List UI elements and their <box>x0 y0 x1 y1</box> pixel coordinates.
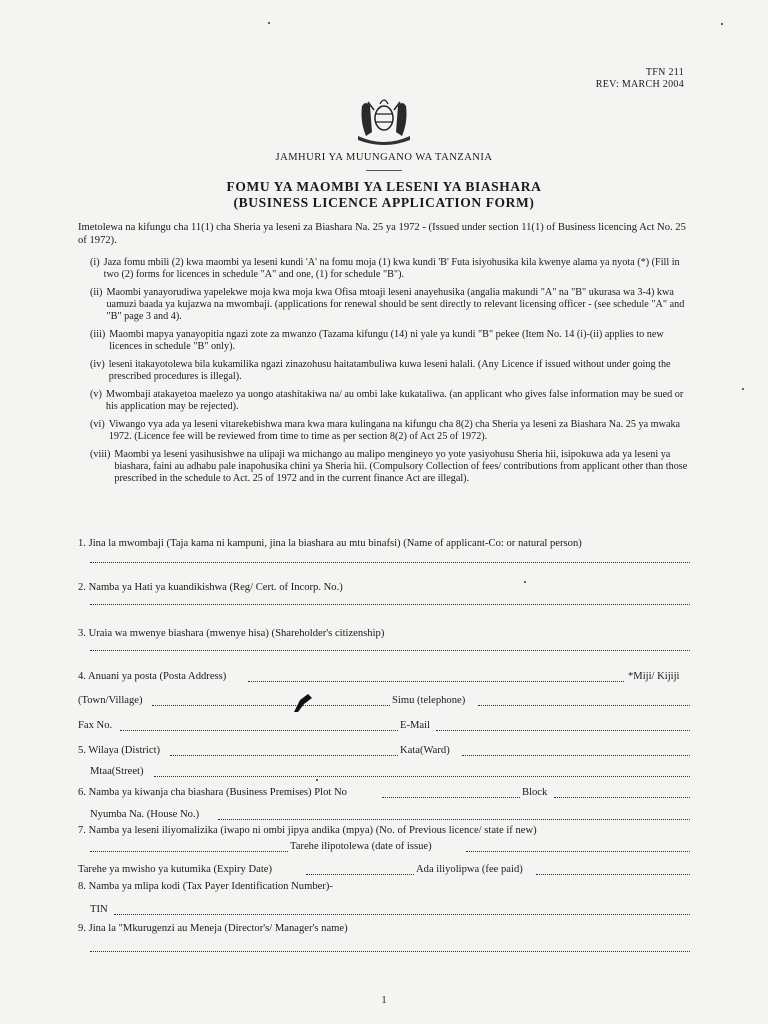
block-field[interactable] <box>554 797 690 798</box>
applicant-name-label: 1. Jina la mwombaji (Taja kama ni kampuni, jina la biashara au mtu binafsi) (Name of applicant-Co: or natural person) <box>78 538 582 549</box>
scan-speck <box>721 23 723 25</box>
plot-number-field[interactable] <box>382 797 520 798</box>
email-label: E-Mail <box>400 720 431 731</box>
phone-label: Simu (telephone) <box>392 695 466 706</box>
page-number: 1 <box>381 995 387 1006</box>
ward-label: Kata(Ward) <box>400 745 450 756</box>
fax-label: Fax No. <box>78 720 113 731</box>
instruction-text: Mwombaji atakayetoa maelezo ya uongo atashitakiwa na/ au ombi lake kukataliwa. (an applicant who gives false information may be sued or his application may be rejected). <box>105 389 684 412</box>
date-of-issue-field[interactable] <box>466 851 690 852</box>
expiry-date-field[interactable] <box>306 874 414 875</box>
previous-licence-field[interactable] <box>90 851 288 852</box>
instruction-item <box>90 389 690 413</box>
instruction-number: (v) <box>90 389 102 400</box>
instruction-number: (viii) <box>90 449 111 460</box>
house-number-field[interactable] <box>218 819 690 820</box>
republic-name: JAMHURI YA MUUNGANO WA TANZANIA <box>275 152 493 163</box>
postal-address-field[interactable] <box>248 681 624 682</box>
registration-number-field[interactable] <box>90 604 690 605</box>
postal-address-label: 4. Anuani ya posta (Posta Address) <box>78 671 227 682</box>
instruction-text: Maombi mapya yanayopitia ngazi zote za mwanzo (Tazama kifungu (14) ni yale ya kundi "B" pekee (Item No. 14 (i)-(ii) applies to new licences in schedule "B" only). <box>109 329 664 352</box>
plot-number-label: 6. Namba ya kiwanja cha biashara (Business Premises) Plot No <box>78 787 347 798</box>
ward-field[interactable] <box>462 755 690 756</box>
instruction-item <box>90 257 690 281</box>
instruction-item <box>90 287 690 323</box>
village-field[interactable] <box>152 705 390 706</box>
intro-paragraph: Imetolewa na kifungu cha 11(1) cha Sheria ya leseni za Biashara Na. 25 ya 1972 - (Issued under section 11(1) of Business licencing Act No. 25 of 1972). <box>78 222 686 246</box>
scan-speck <box>742 388 744 390</box>
applicant-name-field[interactable] <box>90 562 690 563</box>
village-label: (Town/Village) <box>78 695 143 706</box>
tin-label: TIN <box>90 904 108 915</box>
street-field[interactable] <box>154 776 690 777</box>
citizenship-field[interactable] <box>90 650 690 651</box>
phone-field[interactable] <box>478 705 690 706</box>
scan-speck <box>268 22 270 24</box>
instruction-number: (iii) <box>90 329 106 340</box>
form-code: TFN 211 <box>645 67 684 78</box>
instruction-item <box>90 419 690 443</box>
ink-smudge <box>290 690 316 714</box>
fee-paid-field[interactable] <box>536 874 690 875</box>
instruction-text: Jaza fomu mbili (2) kwa maombi ya leseni kundi 'A' na fomu moja (1) kwa kundi 'B' Futa isiyohusika kila kwenye alama ya nyota (*) (Fill in two (2) forms for licences in schedule "A" and one, (1) for schedule "B"). <box>103 257 680 280</box>
instruction-item <box>90 329 690 353</box>
block-label: Block <box>522 787 548 798</box>
district-field[interactable] <box>170 755 398 756</box>
email-field[interactable] <box>436 730 690 731</box>
town-label: *Miji/ Kijiji <box>628 671 680 682</box>
fax-field[interactable] <box>120 730 398 731</box>
instruction-number: (i) <box>90 257 100 268</box>
coat-of-arms-emblem <box>352 92 416 150</box>
divider <box>366 170 402 171</box>
title-english: (BUSINESS LICENCE APPLICATION FORM) <box>233 195 535 210</box>
instruction-text: Maombi ya leseni yasihusishwe na ulipaji wa michango au malipo mengineyo yo yote yasiyohusu Sheria hii, isipokuwa ada ya leseni ya biashara, faini au adhabu pale inapohusika chini ya Sheria hii. (Compulsory Collection of fees/ contributions from applicant other than those prescribed in the schedule to Act. 25 of 1972 and in the current finance Act are illegal). <box>114 449 688 484</box>
expiry-date-label: Tarehe ya mwisho ya kutumika (Expiry Date) <box>78 864 273 875</box>
instruction-text: Viwango vya ada ya leseni vitarekebishwa mara kwa mara kulingana na kifungu cha 8(2) cha Sheria ya leseni za Biashara Na. 25 ya mwaka 1972. (Licence fee will be reviewed from time to time as per section 8(2) of Act 25 of 1972). <box>108 419 681 442</box>
citizenship-label: 3. Uraia wa mwenye biashara (mwenye hisa) (Shareholder's citizenship) <box>78 628 385 639</box>
street-label: Mtaa(Street) <box>90 766 144 777</box>
instructions-list <box>90 257 690 491</box>
director-name-field[interactable] <box>90 951 690 952</box>
instruction-text: Maombi yanayorudiwa yapelekwe moja kwa moja kwa Ofisa mtoaji leseni anayehusika (angalia makundi "A" na "B" ukurasa wa 3-4) kwa uamuzi baada ya kujazwa na mwombaji. (applications for renewal should be sent directly to relevant licensing officer - (see schedule "A" and "B" page 3 and 4). <box>106 287 685 322</box>
scan-speck <box>524 581 526 583</box>
title-swahili: FOMU YA MAOMBI YA LESENI YA BIASHARA <box>226 179 542 194</box>
fee-paid-label: Ada iliyolipwa (fee paid) <box>416 864 523 875</box>
district-label: 5. Wilaya (District) <box>78 745 161 756</box>
tin-title-label: 8. Namba ya mlipa kodi (Tax Payer Identification Number)- <box>78 881 333 892</box>
instruction-number: (ii) <box>90 287 103 298</box>
instruction-item <box>90 449 690 485</box>
form-reference <box>596 67 684 91</box>
house-number-label: Nyumba Na. (House No.) <box>90 809 200 820</box>
form-revision: REV: MARCH 2004 <box>595 79 684 90</box>
instruction-number: (vi) <box>90 419 105 430</box>
tin-field[interactable] <box>114 914 690 915</box>
registration-number-label: 2. Namba ya Hati ya kuandikishwa (Reg/ Cert. of Incorp. No.) <box>78 582 343 593</box>
date-of-issue-label: Tarehe ilipotolewa (date of issue) <box>290 841 432 852</box>
instruction-item <box>90 359 690 383</box>
instruction-number: (iv) <box>90 359 105 370</box>
previous-licence-label: 7. Namba ya leseni iliyomalizika (iwapo ni ombi jipya andika (mpya) (No. of Previous licence/ state if new) <box>78 825 537 836</box>
director-name-label: 9. Jina la "Mkurugenzi au Meneja (Director's/ Manager's name) <box>78 923 348 934</box>
instruction-text: leseni itakayotolewa bila kukamilika ngazi zinazohusu haitatambuliwa kuwa leseni halali. (Any Licence if issued without under going the prescribed procedures is illegal). <box>108 359 671 382</box>
scan-speck <box>316 779 318 781</box>
